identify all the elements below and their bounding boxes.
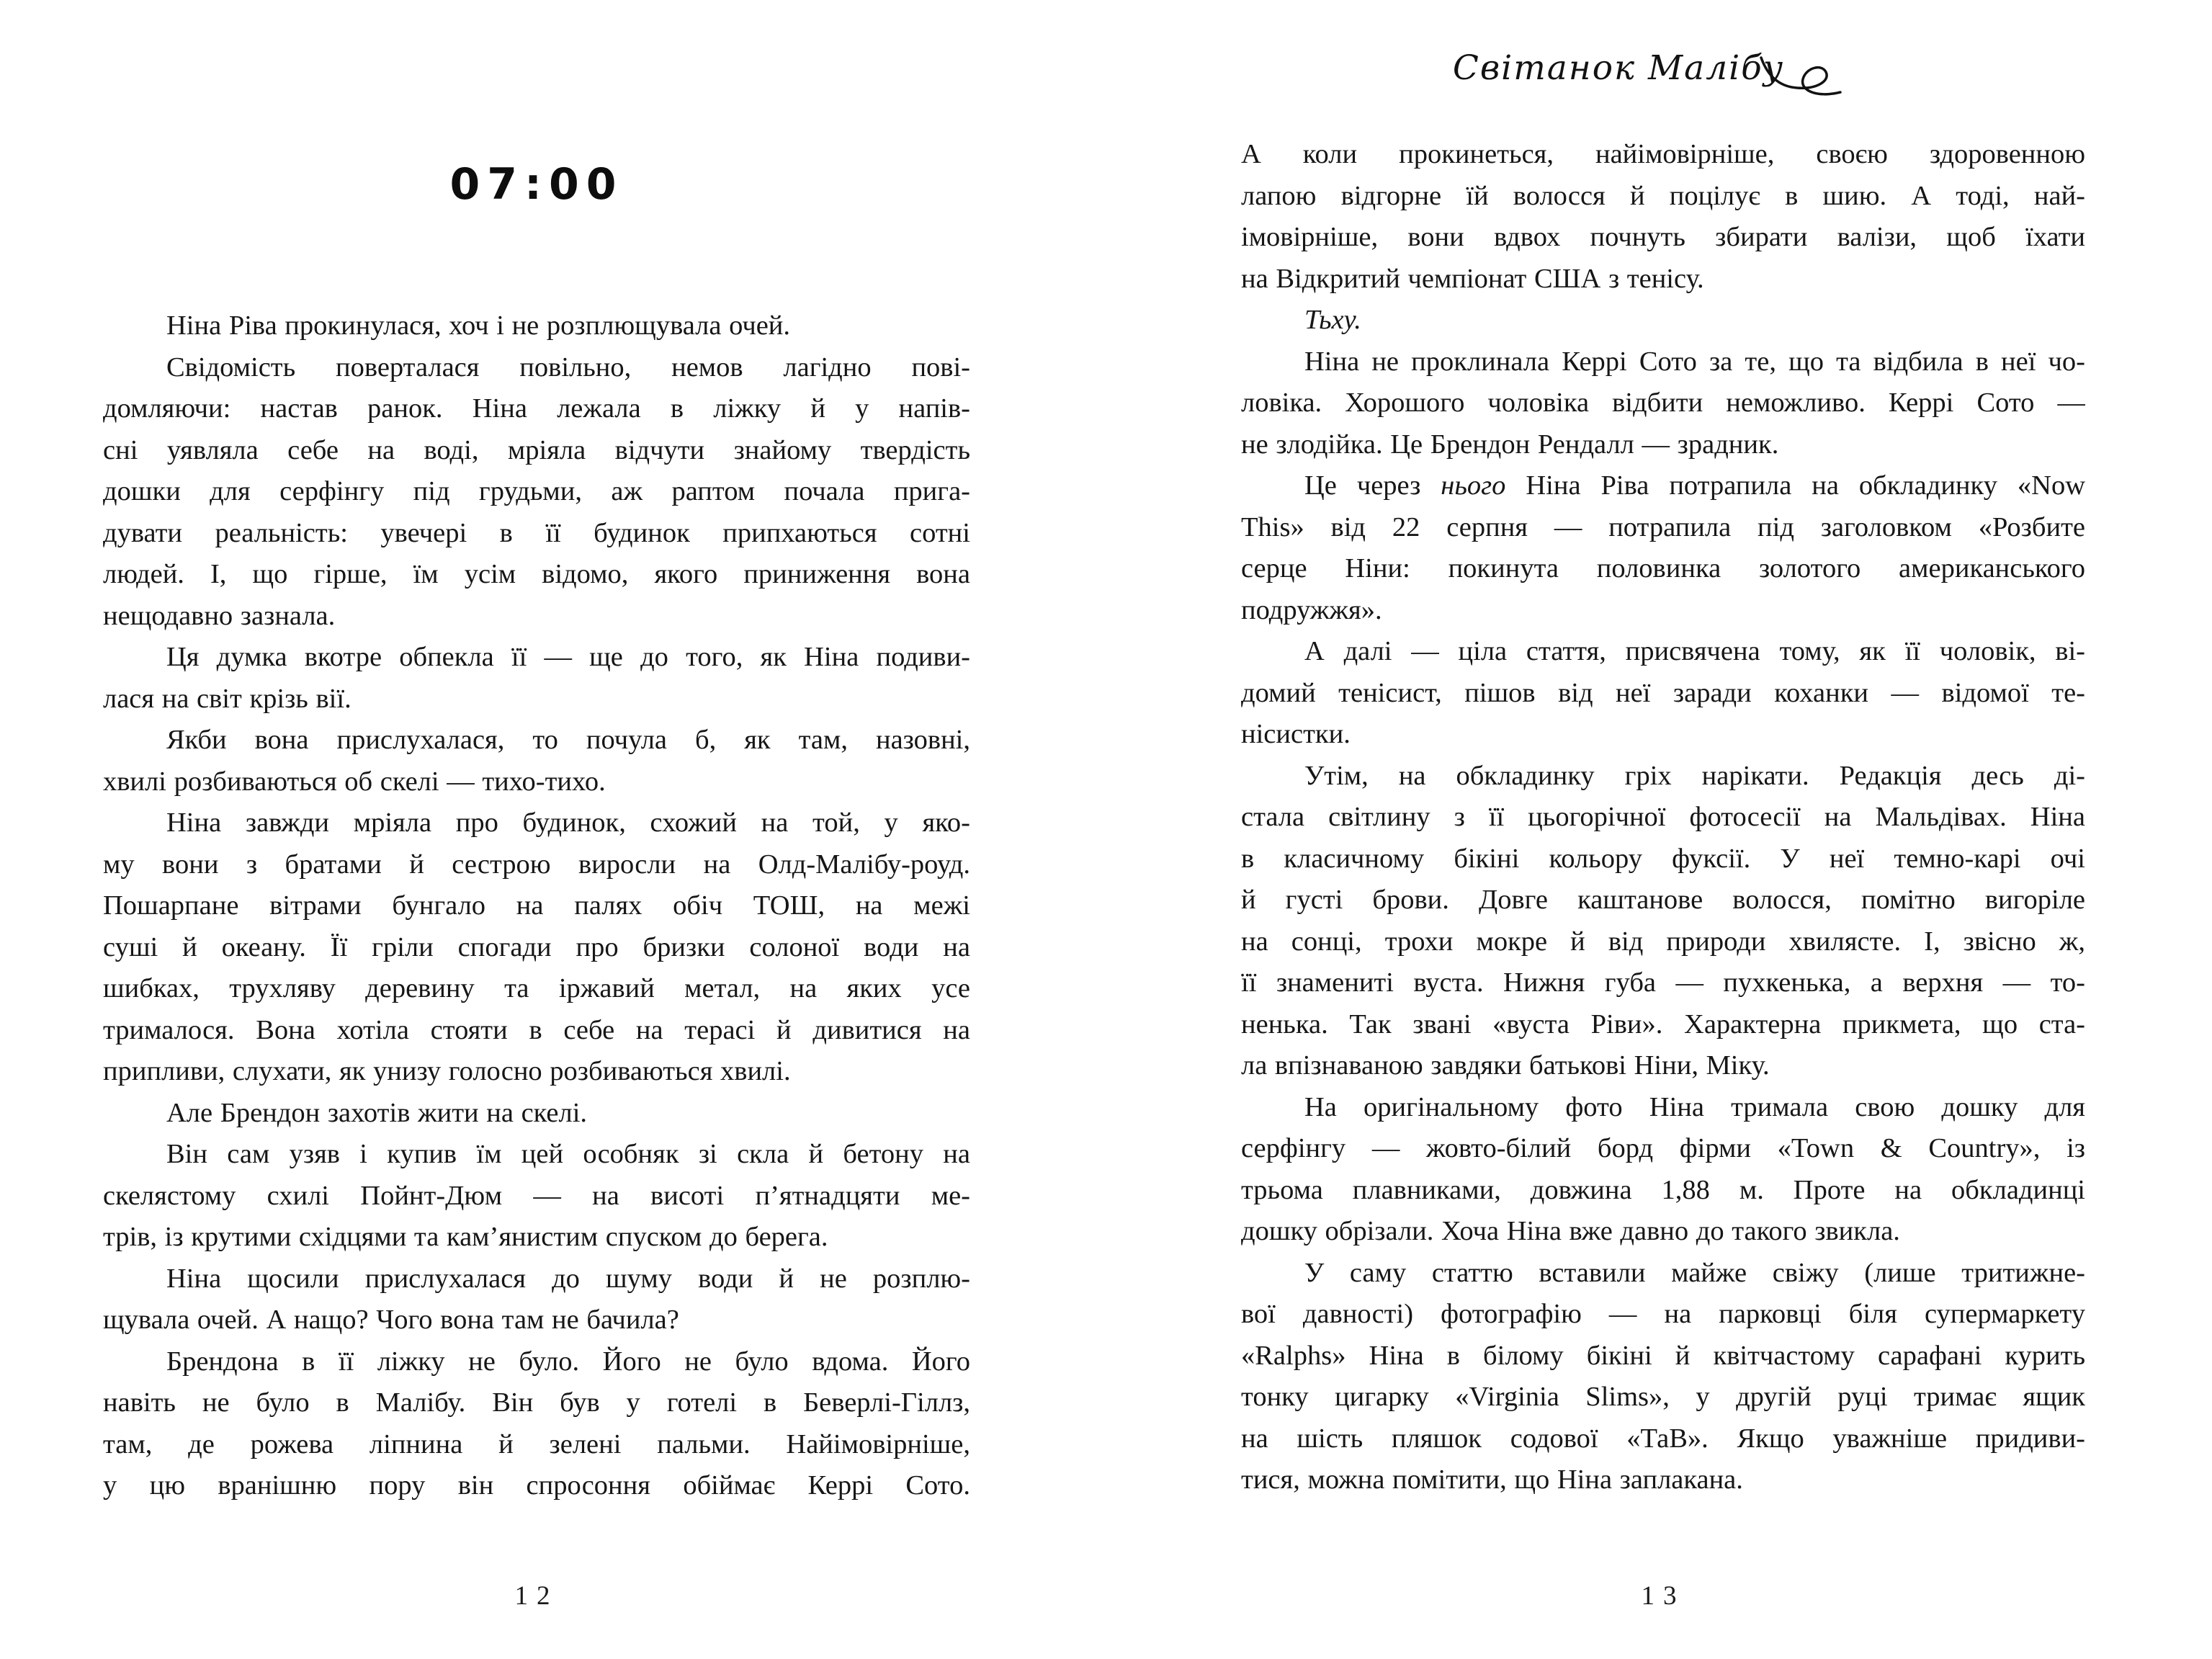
text-line: Ця думка вкотре обпекла її — ще до того, як Ніна подиви- xyxy=(166,642,970,672)
text-line: му вони з братами й сестрою виросли на Олд-Малібу-роуд. xyxy=(103,849,970,880)
text-line: ненька. Так звані «вуста Ріви». Характерна прикмета, що ста- xyxy=(1241,1009,2085,1039)
text-line: серце Ніни: покинута половинка золотого американського xyxy=(1241,553,2085,583)
text-line: дувати реальність: увечері в її будинок припхаються сотні xyxy=(103,517,970,548)
text-line: в класичному бікіні кольору фуксії. У неї темно-карі очі xyxy=(1241,843,2085,874)
text-line: На оригінальному фото Ніна тримала свою дошку для xyxy=(1304,1091,2085,1122)
text-line: лася на світ крізь вії. xyxy=(103,683,351,714)
text-line: Але Брендон захотів жити на скелі. xyxy=(166,1097,588,1128)
text-line: Брендона в її ліжку не було. Його не було вдома. Його xyxy=(166,1346,970,1377)
text-line: стала світлину з її цьогорічної фотосесії на Мальдівах. Ніна xyxy=(1241,802,2085,832)
text-line: трималося. Вона хотіла стояти в себе на терасі й дивитися на xyxy=(103,1014,970,1045)
text-line: У саму статтю вставили майже свіжу (лише тритижне- xyxy=(1304,1257,2085,1288)
text-line: щувала очей. А нащо? Чого вона там не бачила? xyxy=(103,1305,679,1335)
page-left-text xyxy=(103,305,970,1507)
text-line: Ніна завжди мріяла про будинок, схожий на той, у яко- xyxy=(166,808,970,838)
text-line: у цю вранішню пору він спросоння обіймає Керрі Сото. xyxy=(103,1470,970,1501)
page-right-text xyxy=(1241,134,2085,1501)
page-number-right: 13 xyxy=(1641,1581,1685,1611)
text-line: нісистки. xyxy=(1241,719,1351,749)
text-line: й густі брови. Довге каштанове волосся, помітно вигоріле xyxy=(1241,885,2085,915)
text-line: сні уявляла себе на воді, мріяла відчути знайому твердість xyxy=(103,434,970,465)
text-line: тонку цигарку «Virginia Slims», у другій руці тримає ящик xyxy=(1241,1382,2085,1412)
text-line: Ніна щосили прислухалася до шуму води й не розплю- xyxy=(166,1263,970,1294)
text-line: суші й океану. Її гріли спогади про бризки солоної води на xyxy=(103,931,970,962)
text-line: А коли прокинеться, найімовірніше, своєю здоровенною xyxy=(1241,139,2085,169)
text-line: її знамениті вуста. Нижня губа — пухкенька, а верхня — то- xyxy=(1241,967,2085,998)
text-line: тися, можна помітити, що Ніна заплакана. xyxy=(1241,1465,1743,1495)
text-line: серфінгу — жовто-білий борд фірми «Town & Country», із xyxy=(1241,1133,2085,1163)
text-line: Ніна Ріва прокинулася, хоч і не розплющувала очей. xyxy=(166,310,791,341)
page-right xyxy=(1106,0,2212,1659)
text-line: скелястому схилі Пойнт-Дюм — на висоті п’ятнадцяти ме- xyxy=(103,1180,970,1211)
text-line: трів, із крутими східцями та кам’янистим спуском до берега. xyxy=(103,1222,828,1252)
text-line: там, де рожева ліпнина й зелені пальми. Найімовірніше, xyxy=(103,1428,970,1459)
text-line xyxy=(1241,465,2085,507)
text-line: хвилі розбиваються об скелі — тихо-тихо. xyxy=(103,766,606,797)
text-line: This» від 22 серпня — потрапила під заголовком «Розбите xyxy=(1241,511,2085,542)
text-line: трьома плавниками, довжина 1,88 м. Проте на обкладинці xyxy=(1241,1174,2085,1205)
text-line: ловіка. Хорошого чоловіка відбити неможливо. Керрі Сото — xyxy=(1241,388,2085,418)
text-line: Утім, на обкладинку гріх нарікати. Редакція десь ді- xyxy=(1304,760,2085,791)
running-head-title: Світанок Малібу xyxy=(1452,48,1785,88)
book-title-script xyxy=(1423,17,1869,112)
text-line: не злодійка. Це Брендон Рендалл — зрадник. xyxy=(1241,429,1779,460)
text-line: на сонці, трохи мокре й від природи хвилясте. І, звісно ж, xyxy=(1241,926,2085,957)
running-head xyxy=(1423,17,1869,112)
text-line: імовірніше, вони вдвох почнуть збирати валізи, щоб їхати xyxy=(1241,222,2085,252)
emphasized-text: нього xyxy=(1441,470,1506,501)
text-line: Він сам узяв і купив їм цей особняк зі скла й бетону на xyxy=(166,1139,970,1169)
text-line: А далі — ціла стаття, присвячена тому, як її чоловік, ві- xyxy=(1304,636,2085,666)
text-line: дошки для серфінгу під грудьми, аж раптом почала прига- xyxy=(103,476,970,506)
text-line: на шість пляшок содової «ТаВ». Якщо уважніше придиви- xyxy=(1241,1423,2085,1454)
text-line: лапою відгорне їй волосся й поцілує в шию. А тоді, най- xyxy=(1241,180,2085,211)
text-line: подружжя». xyxy=(1241,594,1382,625)
text-line: вої давності) фотографію — на парковці біля супермаркету xyxy=(1241,1299,2085,1329)
text-line: шибках, трухляву деревину та іржавий метал, на яких усе xyxy=(103,973,970,1003)
text-line: припливи, слухати, як унизу голосно розбиваються хвилі. xyxy=(103,1056,791,1086)
text-line: Тьху. xyxy=(1304,305,1361,335)
text-line: на Відкритий чемпіонат США з тенісу. xyxy=(1241,263,1704,294)
text-line: людей. І, що гірше, їм усім відомо, якого приниження вона xyxy=(103,559,970,589)
text-line: Якби вона прислухалася, то почула б, як там, назовні, xyxy=(166,725,970,755)
text-line: ла впізнаваною завдяки батькові Ніни, Міку. xyxy=(1241,1050,1770,1081)
chapter-title: 07:00 xyxy=(449,159,624,210)
page-number-left: 12 xyxy=(514,1581,559,1611)
text-line: домий тенісист, пішов від неї заради коханки — відомої те- xyxy=(1241,677,2085,708)
text-line: Пошарпане вітрами бунгало на палях обіч ТОШ, на межі xyxy=(103,890,970,921)
text-line: навіть не було в Малібу. Він був у готелі в Беверлі-Гіллз, xyxy=(103,1387,970,1418)
text-line: дошку обрізали. Хоча Ніна вже давно до такого звикла. xyxy=(1241,1216,1900,1246)
text-line: нещодавно зазнала. xyxy=(103,600,336,631)
text-line: Ніна не проклинала Керрі Сото за те, що та відбила в неї чо- xyxy=(1304,346,2085,377)
text-segment: Це через xyxy=(1304,470,1441,501)
text-line: «Ralphs» Ніна в білому бікіні й квітчастому сарафані курить xyxy=(1241,1340,2085,1371)
text-line: Свідомість поверталася повільно, немов лагідно пові- xyxy=(166,352,970,383)
text-line: домляючи: настав ранок. Ніна лежала в ліжку й у напів- xyxy=(103,393,970,424)
text-segment: Ніна Ріва потрапила на обкладинку «Now xyxy=(1505,470,2085,501)
